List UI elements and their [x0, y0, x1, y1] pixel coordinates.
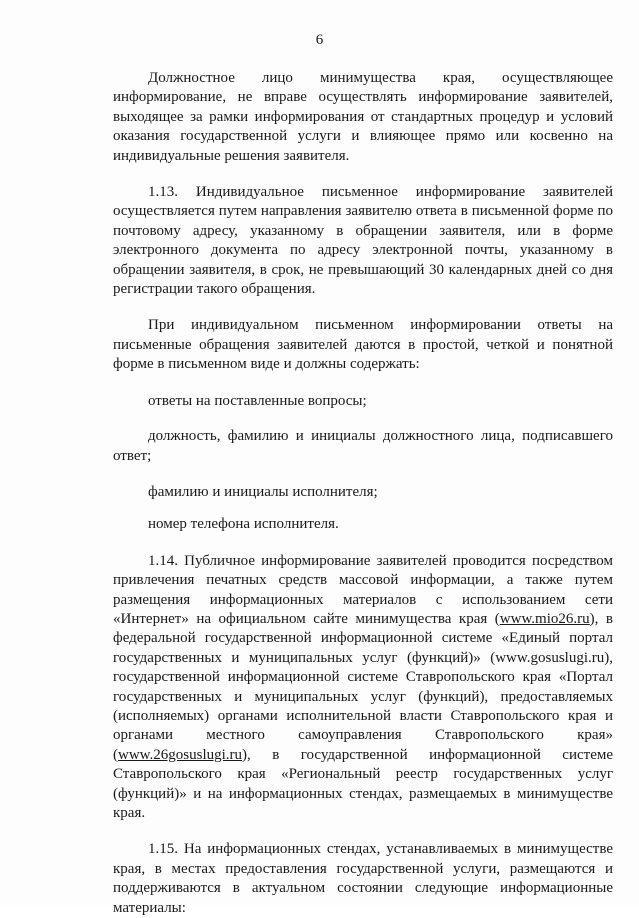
page-number: 6 — [315, 32, 324, 48]
paragraph-1-15: 1.15. На информационных стендах, устанавливаемых в минимуществе края, в местах предоставления государственной услуги, размещаются и поддерживаются в актуальном состоянии следующие информационные материалы: — [113, 841, 613, 916]
paragraph-1-14-part2: ), в федеральной государственной информационной системе «Единый портал государственных и муниципальных услуг (функций)» (www.gosuslugi.ru), государственной информационной системе Ставропольского края «Портал государственных и муниципальных услуг (функций), предоставляемых (исполняемых) органами исполнительной власти Ставропольского края и органами местного самоуправления Ставропольского края» ( — [113, 610, 613, 763]
paragraph-1-14 — [113, 552, 613, 824]
paragraph-1-14-part1: 1.14. Публичное информирование заявителей проводится посредством привлечения печатных средств массовой информации, а также путем размещения информационных материалов с использованием сети «Интернет» на официальном сайте минимущества края ( — [113, 552, 613, 627]
list-item-answers: ответы на поставленные вопросы; — [148, 392, 367, 409]
paragraph-1-13: 1.13. Индивидуальное письменное информирование заявителей осуществляется путем направления заявителю ответа в письменной форме по почтовому адресу, указанному в обращении заявителя, или в форме электронного документа по адресу электронной почты, указанному в обращении заявителя, в срок, не превышающий 30 календарных дней со дня регистрации такого обращения. — [113, 184, 613, 298]
list-item-executor-name: фамилию и инициалы исполнителя; — [148, 483, 378, 500]
link-mio26[interactable]: www.mio26.ru — [499, 610, 590, 627]
paragraph-written-answers: При индивидуальном письменном информировании ответы на письменные обращения заявителей даются в простой, четкой и понятной форме в письменном виде и должны содержать: — [113, 317, 613, 373]
document-body — [113, 69, 613, 918]
paragraph-1-14-part3: ), в государственной информационной системе Ставропольского края «Региональный реестр государственных услуг (функций)» и на информационных стендах, размещаемых в минимуществе края. — [113, 746, 613, 821]
link-26gosuslugi[interactable]: www.26gosuslugi.ru — [118, 746, 243, 763]
list-item-executor-phone: номер телефона исполнителя. — [148, 516, 339, 533]
list-item-position: должность, фамилию и инициалы должностного лица, подписавшего ответ; — [113, 428, 613, 464]
paragraph-official-restriction: Должностное лицо минимущества края, осуществляющее информирование, не вправе осуществлять информирование заявителей, выходящее за рамки информирования от стандартных процедур и условий оказания государственной услуги и влияющее прямо или косвенно на индивидуальные решения заявителя. — [113, 70, 613, 164]
